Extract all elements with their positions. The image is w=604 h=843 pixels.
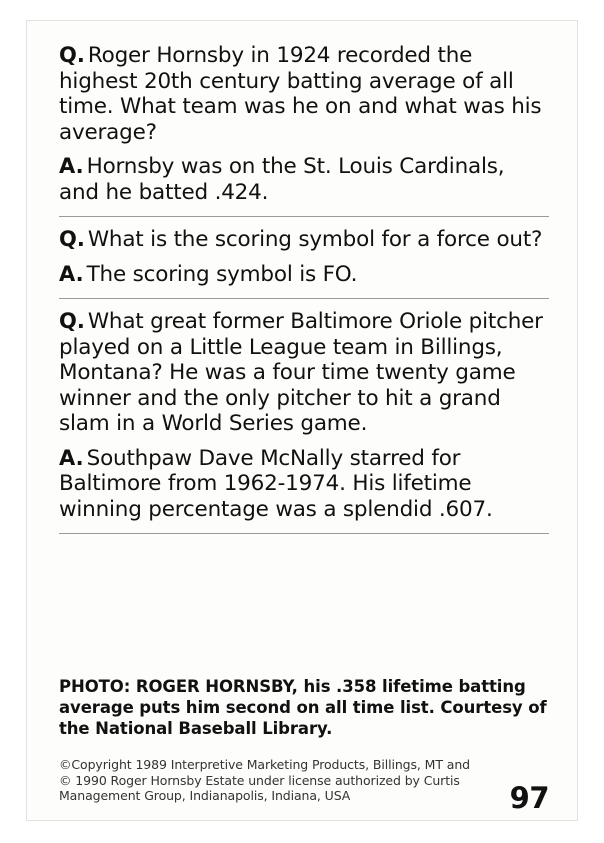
question-1-text: Roger Hornsby in 1924 recorded the highest 20th century batting average of all time. What team was he on and what was his average? (59, 43, 542, 145)
copyright-notice (59, 757, 479, 804)
copyright-line-1: ©Copyright 1989 Interpretive Marketing Products, Billings, MT and (59, 757, 470, 772)
divider-1 (59, 216, 549, 217)
trivia-content (59, 43, 549, 544)
answer-3 (59, 446, 549, 523)
question-3-text: What great former Baltimore Oriole pitcher played on a Little League team in Billings, Montana? He was a four time twenty game winner and the only pitcher to hit a grand slam in a World Series game. (59, 309, 543, 436)
answer-marker-icon: A. (59, 445, 84, 470)
qa-block-2 (59, 227, 549, 287)
answer-marker-icon: A. (59, 261, 84, 286)
answer-2-text: The scoring symbol is FO. (86, 261, 358, 287)
answer-2 (59, 262, 549, 288)
qa-block-3 (59, 309, 549, 522)
question-marker-icon: Q. (59, 309, 85, 333)
question-marker-icon: Q. (59, 227, 85, 251)
photo-credit: PHOTO: ROGER HORNSBY, his .358 lifetime batting average puts him second on all time list. Courtesy of the National Baseball Library. (59, 677, 547, 738)
copyright-line-2: © 1990 Roger Hornsby Estate under license authorized by Curtis (59, 772, 460, 788)
answer-marker-icon: A. (59, 154, 84, 178)
answer-1-text: Hornsby was on the St. Louis Cardinals, and he batted .424. (59, 154, 505, 205)
card-inner-panel (26, 20, 578, 821)
answer-1 (59, 154, 549, 205)
question-3 (59, 309, 549, 437)
question-1 (59, 43, 549, 145)
divider-2 (59, 298, 549, 299)
divider-3 (59, 533, 549, 534)
card-number: 97 (509, 781, 549, 815)
question-2-text: What is the scoring symbol for a force out? (87, 227, 543, 252)
qa-block-1 (59, 43, 549, 205)
question-marker-icon: Q. (59, 43, 85, 67)
question-2 (59, 227, 549, 253)
answer-3-text: Southpaw Dave McNally starred for Baltimore from 1962-1974. His lifetime winning percentage was a splendid .607. (59, 445, 493, 522)
copyright-line-3: Management Group, Indianapolis, Indiana, USA (59, 788, 351, 803)
